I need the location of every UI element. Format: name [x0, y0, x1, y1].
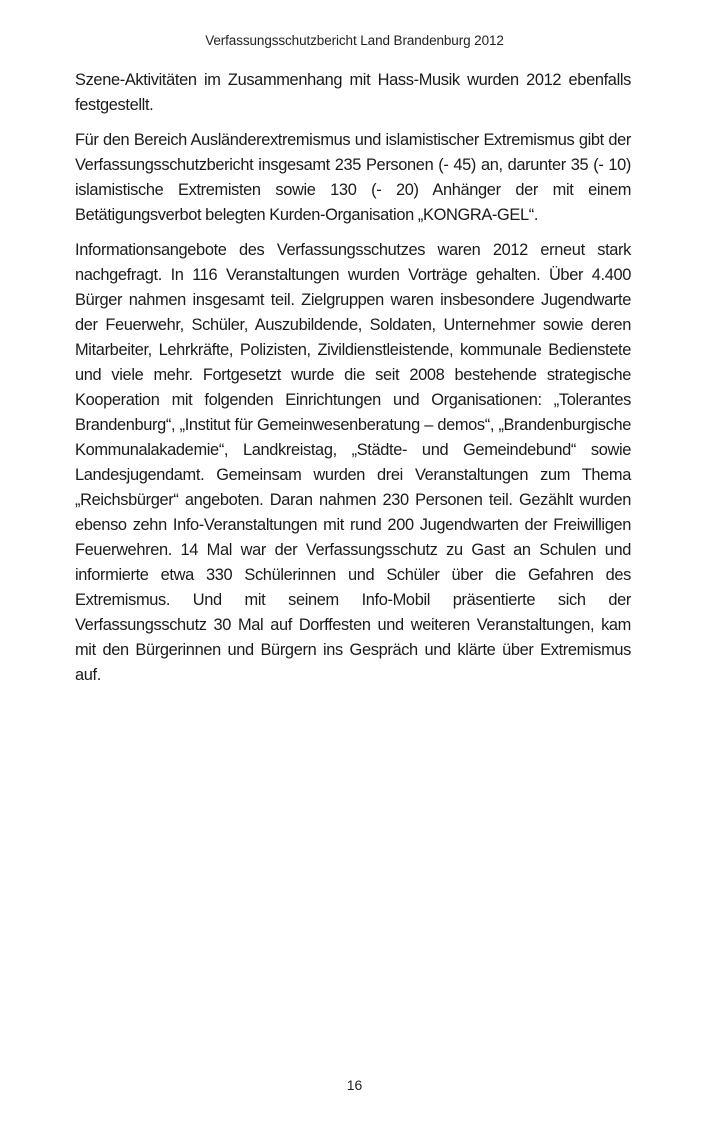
- paragraph-informationsangebote: Informationsangebote des Verfassungsschutzes waren 2012 erneut stark nachgefragt. In 116 Veranstaltungen wurden Vorträge gehalten. Über 4.400 Bürger nahmen insgesamt teil. Zielgruppen waren insbesondere Jugendwarte der Feuerwehr, Schüler, Auszubildende, Soldaten, Unternehmer sowie deren Mitarbeiter, Lehrkräfte, Polizisten, Zivildienstleistende, kommunale Bedienstete und viele mehr. Fortgesetzt wurde die seit 2008 bestehende strategische Kooperation mit folgenden Einrichtungen und Organisationen: „Tolerantes Brandenburg“, „Institut für Gemeinwesenberatung – demos“, „Brandenburgische Kommunalakademie“, Landkreistag, „Städte- und Gemeindebund“ sowie Landesjugendamt. Gemeinsam wurden drei Veranstaltungen zum Thema „Reichsbürger“ angeboten. Daran nahmen 230 Personen teil. Gezählt wurden ebenso zehn Info-Veranstaltungen mit rund 200 Jugendwarten der Freiwilligen Feuerwehren. 14 Mal war der Verfassungsschutz zu Gast an Schulen und informierte etwa 330 Schülerinnen und Schüler über die Gefahren des Extremismus. Und mit seinem Info-Mobil präsentierte sich der Verfassungsschutz 30 Mal auf Dorffesten und weiteren Veranstaltungen, kam mit den Bürgerinnen und Bürgern ins Gespräch und klärte über Extremismus auf.: [75, 241, 631, 684]
- running-header: Verfassungsschutzbericht Land Brandenburg 2012: [205, 33, 504, 48]
- paragraph-hass-musik: Szene-Aktivitäten im Zusammenhang mit Hass-Musik wurden 2012 ebenfalls festgestellt.: [75, 71, 631, 114]
- paragraph-auslaenderextremismus: Für den Bereich Ausländerextremismus und islamistischer Extremismus gibt der Verfassungsschutzbericht insgesamt 235 Personen (- 45) an, darunter 35 (- 10) islamistische Extremisten sowie 130 (- 20) Anhänger der mit einem Betätigungsverbot belegten Kurden-Organisation „KONGRA-GEL“.: [75, 131, 631, 224]
- page-body: [75, 68, 631, 688]
- page-number: 16: [346, 1077, 363, 1093]
